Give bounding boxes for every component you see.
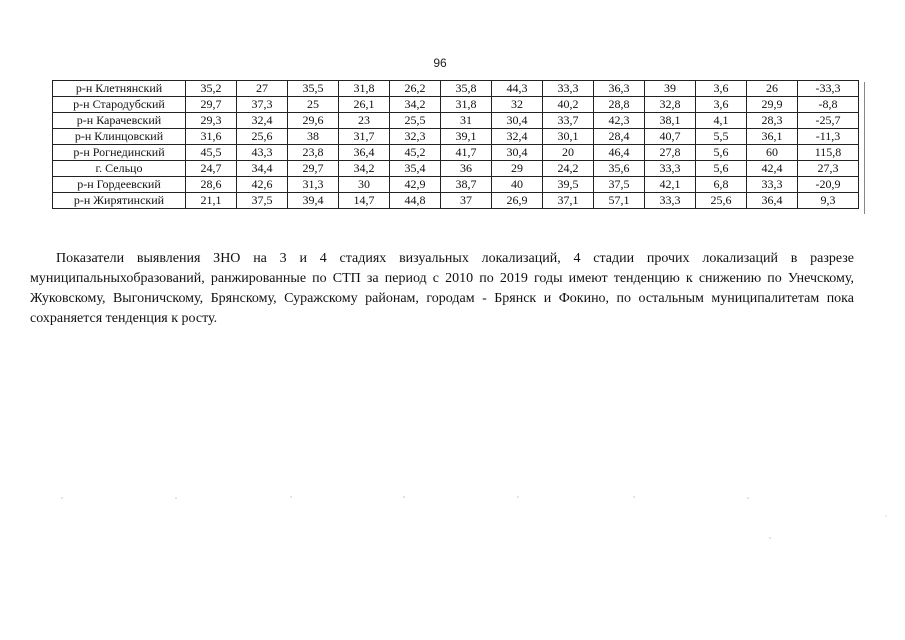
value-cell: 28,3 bbox=[747, 113, 798, 129]
value-cell: 30 bbox=[339, 177, 390, 193]
value-cell: 5,6 bbox=[696, 161, 747, 177]
body-paragraph: Показатели выявления ЗНО на 3 и 4 стадиях визуальных локализаций, 4 стадии прочих локализаций в разрезе муниципальныхобразований, ранжированные по СТП за период с 2010 по 2019 годы имеют тенденцию к снижению по Унечскому, Жуковскому, Выгоничскому, Брянскому, Суражскому районам, городам - Брянск и Фокино, по остальным муниципалитетам пока сохраняется тенденция к росту. bbox=[30, 251, 854, 326]
value-cell: 37,1 bbox=[543, 193, 594, 209]
value-cell: 39,1 bbox=[441, 129, 492, 145]
page-number: 96 bbox=[433, 56, 447, 70]
value-cell: 35,5 bbox=[288, 81, 339, 97]
value-cell: 31,8 bbox=[441, 97, 492, 113]
value-cell: 30,4 bbox=[492, 113, 543, 129]
value-cell: 32 bbox=[492, 97, 543, 113]
value-cell: -33,3 bbox=[798, 81, 859, 97]
value-cell: 44,8 bbox=[390, 193, 441, 209]
value-cell: 32,4 bbox=[237, 113, 288, 129]
value-cell: 39,4 bbox=[288, 193, 339, 209]
value-cell: 60 bbox=[747, 145, 798, 161]
value-cell: 33,3 bbox=[645, 193, 696, 209]
value-cell: 28,8 bbox=[594, 97, 645, 113]
value-cell: 31 bbox=[441, 113, 492, 129]
value-cell: 26,9 bbox=[492, 193, 543, 209]
value-cell: 35,8 bbox=[441, 81, 492, 97]
value-cell: 31,8 bbox=[339, 81, 390, 97]
value-cell: 25,5 bbox=[390, 113, 441, 129]
value-cell: 39 bbox=[645, 81, 696, 97]
value-cell: 38,1 bbox=[645, 113, 696, 129]
value-cell: 3,6 bbox=[696, 81, 747, 97]
value-cell: 30,1 bbox=[543, 129, 594, 145]
value-cell: 33,7 bbox=[543, 113, 594, 129]
table-row bbox=[53, 81, 859, 97]
value-cell: 29,7 bbox=[186, 97, 237, 113]
value-cell: 46,4 bbox=[594, 145, 645, 161]
value-cell: 29,3 bbox=[186, 113, 237, 129]
value-cell: 28,4 bbox=[594, 129, 645, 145]
value-cell: 32,8 bbox=[645, 97, 696, 113]
value-cell: 24,2 bbox=[543, 161, 594, 177]
municipality-name-cell: р-н Карачевский bbox=[53, 113, 186, 129]
value-cell: 27,8 bbox=[645, 145, 696, 161]
value-cell: 57,1 bbox=[594, 193, 645, 209]
value-cell: 26,2 bbox=[390, 81, 441, 97]
value-cell: -11,3 bbox=[798, 129, 859, 145]
value-cell: 14,7 bbox=[339, 193, 390, 209]
municipality-name-cell: г. Сельцо bbox=[53, 161, 186, 177]
value-cell: 42,9 bbox=[390, 177, 441, 193]
table-row bbox=[53, 145, 859, 161]
table-row bbox=[53, 193, 859, 209]
value-cell: 33,3 bbox=[747, 177, 798, 193]
value-cell: 25 bbox=[288, 97, 339, 113]
value-cell: 9,3 bbox=[798, 193, 859, 209]
value-cell: 40,7 bbox=[645, 129, 696, 145]
value-cell: -8,8 bbox=[798, 97, 859, 113]
municipality-name-cell: р-н Рогнединский bbox=[53, 145, 186, 161]
value-cell: 5,6 bbox=[696, 145, 747, 161]
value-cell: -20,9 bbox=[798, 177, 859, 193]
value-cell: 30,4 bbox=[492, 145, 543, 161]
value-cell: 3,6 bbox=[696, 97, 747, 113]
value-cell: 36,3 bbox=[594, 81, 645, 97]
value-cell: 23 bbox=[339, 113, 390, 129]
value-cell: 37,5 bbox=[594, 177, 645, 193]
municipality-name-cell: р-н Клинцовский bbox=[53, 129, 186, 145]
value-cell: 23,8 bbox=[288, 145, 339, 161]
value-cell: 42,4 bbox=[747, 161, 798, 177]
table-row bbox=[53, 177, 859, 193]
value-cell: 42,1 bbox=[645, 177, 696, 193]
table-row bbox=[53, 97, 859, 113]
value-cell: 20 bbox=[543, 145, 594, 161]
value-cell: -25,7 bbox=[798, 113, 859, 129]
value-cell: 29,7 bbox=[288, 161, 339, 177]
value-cell: 39,5 bbox=[543, 177, 594, 193]
value-cell: 43,3 bbox=[237, 145, 288, 161]
value-cell: 41,7 bbox=[441, 145, 492, 161]
value-cell: 36,1 bbox=[747, 129, 798, 145]
value-cell: 40 bbox=[492, 177, 543, 193]
value-cell: 6,8 bbox=[696, 177, 747, 193]
value-cell: 34,2 bbox=[390, 97, 441, 113]
value-cell: 37,5 bbox=[237, 193, 288, 209]
value-cell: 36,4 bbox=[747, 193, 798, 209]
value-cell: 21,1 bbox=[186, 193, 237, 209]
value-cell: 29 bbox=[492, 161, 543, 177]
value-cell: 42,3 bbox=[594, 113, 645, 129]
municipality-name-cell: р-н Жирятинский bbox=[53, 193, 186, 209]
value-cell: 115,8 bbox=[798, 145, 859, 161]
value-cell: 35,6 bbox=[594, 161, 645, 177]
value-cell: 37 bbox=[441, 193, 492, 209]
value-cell: 31,6 bbox=[186, 129, 237, 145]
table-body bbox=[53, 81, 859, 209]
value-cell: 37,3 bbox=[237, 97, 288, 113]
value-cell: 25,6 bbox=[696, 193, 747, 209]
municipality-name-cell: р-н Гордеевский bbox=[53, 177, 186, 193]
table-row bbox=[53, 113, 859, 129]
value-cell: 36 bbox=[441, 161, 492, 177]
municipality-name-cell: р-н Клетнянский bbox=[53, 81, 186, 97]
value-cell: 38 bbox=[288, 129, 339, 145]
value-cell: 26 bbox=[747, 81, 798, 97]
value-cell: 29,6 bbox=[288, 113, 339, 129]
value-cell: 34,4 bbox=[237, 161, 288, 177]
value-cell: 35,4 bbox=[390, 161, 441, 177]
value-cell: 44,3 bbox=[492, 81, 543, 97]
value-cell: 32,4 bbox=[492, 129, 543, 145]
value-cell: 40,2 bbox=[543, 97, 594, 113]
value-cell: 33,3 bbox=[645, 161, 696, 177]
value-cell: 24,7 bbox=[186, 161, 237, 177]
value-cell: 42,6 bbox=[237, 177, 288, 193]
value-cell: 27,3 bbox=[798, 161, 859, 177]
value-cell: 34,2 bbox=[339, 161, 390, 177]
value-cell: 36,4 bbox=[339, 145, 390, 161]
municipality-name-cell: р-н Стародубский bbox=[53, 97, 186, 113]
value-cell: 38,7 bbox=[441, 177, 492, 193]
value-cell: 5,5 bbox=[696, 129, 747, 145]
scan-edge-line bbox=[864, 82, 865, 214]
value-cell: 45,2 bbox=[390, 145, 441, 161]
value-cell: 26,1 bbox=[339, 97, 390, 113]
table-row bbox=[53, 161, 859, 177]
value-cell: 45,5 bbox=[186, 145, 237, 161]
table-row bbox=[53, 129, 859, 145]
value-cell: 28,6 bbox=[186, 177, 237, 193]
value-cell: 35,2 bbox=[186, 81, 237, 97]
value-cell: 31,7 bbox=[339, 129, 390, 145]
value-cell: 4,1 bbox=[696, 113, 747, 129]
value-cell: 29,9 bbox=[747, 97, 798, 113]
statistics-table bbox=[52, 80, 859, 209]
value-cell: 27 bbox=[237, 81, 288, 97]
value-cell: 32,3 bbox=[390, 129, 441, 145]
value-cell: 33,3 bbox=[543, 81, 594, 97]
value-cell: 31,3 bbox=[288, 177, 339, 193]
value-cell: 25,6 bbox=[237, 129, 288, 145]
